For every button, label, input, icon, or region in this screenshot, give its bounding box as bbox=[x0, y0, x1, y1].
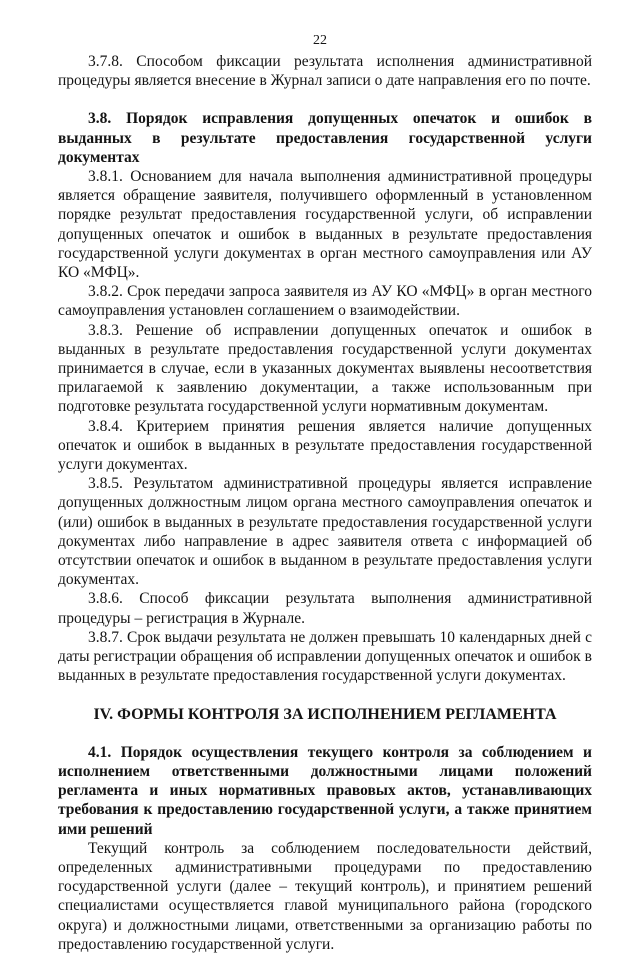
paragraph-3-7-8: 3.7.8. Способом фиксации результата исполнения административной процедуры является внесение в Журнал записи о дате направления его по почте. bbox=[58, 53, 592, 90]
document-body bbox=[58, 52, 592, 954]
paragraph-4-1: Текущий контроль за соблюдением последовательности действий, определенных административными процедурами по предоставлению государственной услуги (далее – текущий контроль), и принятием решений специалистами осуществляется главой муниципального района (городского округа) и должностными лицами, ответственными за организацию работы по предоставлению государственной услуги. bbox=[58, 839, 592, 953]
paragraph-3-8-2: 3.8.2. Срок передачи запроса заявителя из АУ КО «МФЦ» в орган местного самоуправления установлен соглашением о взаимодействии. bbox=[58, 283, 592, 320]
section-heading-3-8: 3.8. Порядок исправления допущенных опечаток и ошибок в выданных в результате предоставления государственной услуги документах bbox=[58, 110, 592, 166]
paragraph-3-8-4: 3.8.4. Критерием принятия решения является наличие допущенных опечаток и ошибок в выданных в результате предоставления государственной услуги документах. bbox=[58, 417, 592, 474]
section-heading-4-1: 4.1. Порядок осуществления текущего контроля за соблюдением и исполнением ответственными должностными лицами положений регламента и иных нормативных правовых актов, устанавливающих требования к предоставлению государственной услуги, а также принятием ими решений bbox=[58, 743, 592, 838]
chapter-heading-4: IV. ФОРМЫ КОНТРОЛЯ ЗА ИСПОЛНЕНИЕМ РЕГЛАМЕНТА bbox=[93, 705, 557, 723]
paragraph-3-8-7: 3.8.7. Срок выдачи результата не должен превышать 10 календарных дней с даты регистрации обращения об исправлении допущенных опечаток и ошибок в выданных в результате предоставления государственной услуги документах. bbox=[58, 628, 592, 685]
page-number: 22 bbox=[313, 33, 327, 48]
paragraph-3-8-5: 3.8.5. Результатом административной процедуры является исправление допущенных должностным лицом органа местного самоуправления опечаток и (или) ошибок в выданных в результате предоставления государственной услуги документах либо направление в адрес заявителя ответа с информацией об отсутствии опечаток и ошибок в выданном в результате предоставления услуги документах. bbox=[58, 475, 592, 589]
paragraph-3-8-1: 3.8.1. Основанием для начала выполнения административной процедуры является обращение заявителя, получившего оформленный в установленном порядке результат предоставления государственной услуги, об исправлении допущенных опечаток и ошибок в выданных в результате предоставления государственной услуги документах в орган местного самоуправления или АУ КО «МФЦ». bbox=[58, 168, 592, 282]
paragraph-3-8-3: 3.8.3. Решение об исправлении допущенных опечаток и ошибок в выданных в результате предоставления государственной услуги документах принимается в случае, если в указанных документах выявлены несоответствия прилагаемой к заявлению документации, а также использованным при подготовке результата государственной услуги нормативным документам. bbox=[58, 321, 592, 416]
paragraph-3-8-6: 3.8.6. Способ фиксации результата выполнения административной процедуры – регистрация в Журнале. bbox=[58, 590, 592, 627]
